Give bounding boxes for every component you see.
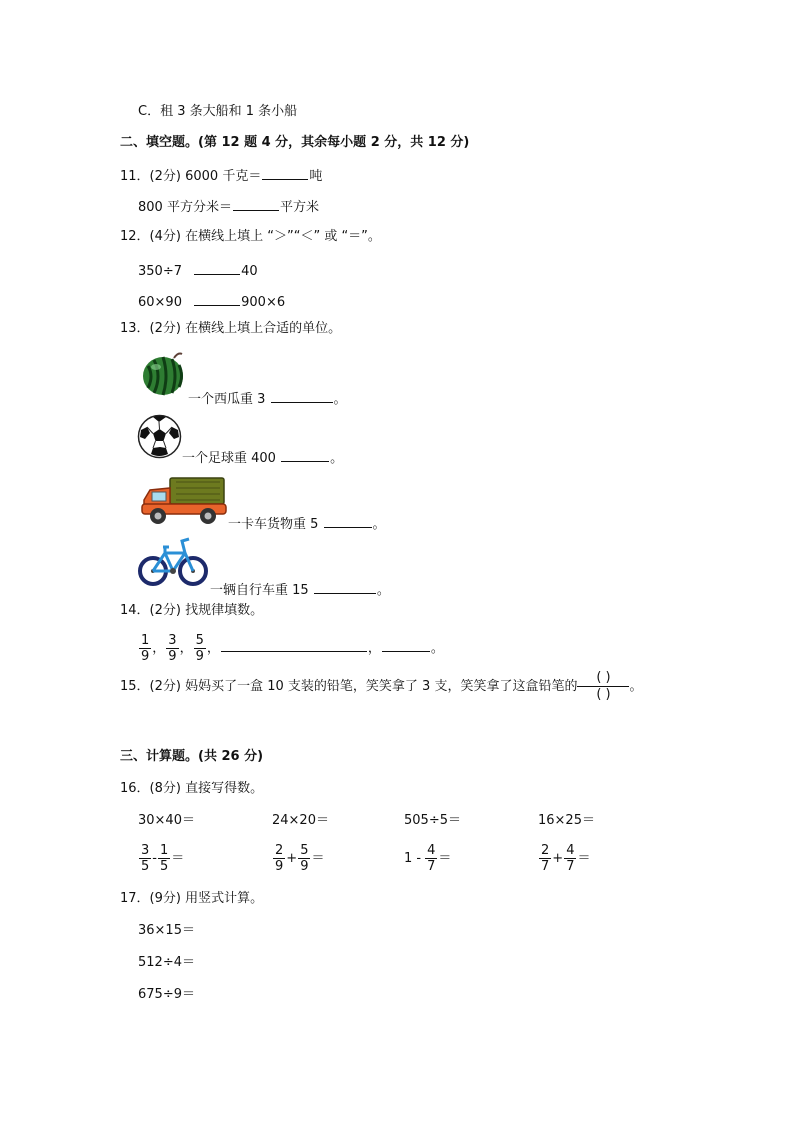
question-13 (120, 320, 341, 338)
answer-blank[interactable] (262, 166, 308, 180)
q17-item: 512÷4＝ (138, 955, 195, 970)
q16-frac-item (538, 842, 590, 876)
q16-frac-item (272, 842, 324, 876)
question-14 (120, 602, 263, 620)
question-16-head: 16．(8分) (120, 781, 181, 796)
q17-item: 36×15＝ (138, 923, 195, 938)
question-16 (120, 780, 263, 798)
fraction: $\frac{5}{9}$ (195, 633, 204, 664)
watermelon-icon (140, 350, 188, 398)
q16-frac-item (404, 842, 451, 876)
operator: + (552, 851, 564, 866)
q13-item-end: 。 (376, 583, 390, 598)
q11-line2-post: 平方米 (279, 200, 319, 215)
equals: ＝ (577, 851, 591, 866)
question-13-text: 在横线上填上合适的单位。 (185, 321, 342, 336)
option-c: C．租 3 条大船和 1 条小船 (138, 104, 298, 119)
question-15 (120, 670, 642, 704)
q12-b-right: 900×6 (241, 295, 286, 310)
q13-item-truck (228, 514, 386, 534)
q14-sequence (138, 632, 444, 666)
truck-icon (140, 474, 228, 526)
question-15-head: 15．(2分) (120, 679, 181, 694)
q13-item-end: 。 (333, 392, 347, 407)
question-11-head: 11．(2分) (120, 169, 181, 184)
answer-blank[interactable] (281, 448, 329, 462)
q13-item-text: 一个西瓜重 3 (188, 392, 266, 407)
fraction: $\frac{1}{9}$ (141, 633, 150, 664)
question-16-text: 直接写得数。 (185, 781, 264, 796)
fraction: $\frac{2}{7}$ (541, 843, 550, 874)
separator: ， (206, 641, 220, 656)
equals: ＝ (438, 851, 452, 866)
answer-blank[interactable] (221, 638, 367, 652)
question-14-head: 14．(2分) (120, 603, 181, 618)
question-17 (120, 890, 263, 908)
q16-item: 24×20＝ (272, 813, 329, 828)
operator: + (286, 851, 298, 866)
question-14-text: 找规律填数。 (185, 603, 264, 618)
end-mark: 。 (430, 641, 444, 656)
soccer-ball-icon (137, 414, 182, 459)
fraction: $\frac{3}{5}$ (141, 843, 150, 874)
equals: ＝ (171, 851, 185, 866)
q13-item-text: 一辆自行车重 15 (210, 583, 309, 598)
fraction: $\frac{5}{9}$ (300, 843, 309, 874)
q16-item: 30×40＝ (138, 813, 195, 828)
q16-frac-item (138, 842, 184, 876)
q16-item: 505÷5＝ (404, 813, 461, 828)
separator: ， (179, 641, 193, 656)
q13-item-text: 一个足球重 400 (182, 451, 276, 466)
question-17-head: 17．(9分) (120, 891, 181, 906)
q12-a-right: 40 (241, 264, 258, 279)
fraction: $\frac{4}{7}$ (566, 843, 575, 874)
q11-line1-post: 吨 (309, 169, 323, 184)
end-mark: 。 (629, 679, 643, 694)
section-3-title: 三、计算题。(共 26 分) (120, 749, 264, 764)
answer-blank[interactable] (194, 292, 240, 306)
q13-item-end: 。 (330, 451, 344, 466)
operator: - (152, 851, 157, 866)
q16-item: 16×25＝ (538, 813, 595, 828)
question-12 (120, 228, 381, 246)
answer-blank[interactable] (194, 261, 240, 275)
whole-number: 1 - (404, 851, 422, 866)
bicycle-icon (137, 533, 209, 589)
answer-blank[interactable] (382, 638, 430, 652)
question-11 (120, 166, 322, 186)
fraction: $\frac{3}{9}$ (168, 633, 177, 664)
fraction: $\frac{4}{7}$ (427, 843, 436, 874)
q13-item-text: 一卡车货物重 5 (228, 517, 319, 532)
separator: ， (367, 641, 381, 656)
q12-item-a (138, 261, 258, 281)
question-13-head: 13．(2分) (120, 321, 181, 336)
fraction: $\frac{1}{5}$ (159, 843, 169, 874)
answer-blank[interactable] (271, 389, 333, 403)
question-11-line2 (138, 197, 319, 217)
question-17-text: 用竖式计算。 (185, 891, 264, 906)
question-12-text: 在横线上填上 “＞”“＜” 或 “＝”。 (185, 229, 381, 244)
section-2-title: 二、填空题。(第 12 题 4 分，其余每小题 2 分，共 12 分) (120, 135, 470, 150)
q11-line2-pre: 800 平方分米＝ (138, 200, 232, 215)
answer-blank[interactable] (233, 197, 279, 211)
question-12-head: 12．(4分) (120, 229, 181, 244)
question-15-text: 妈妈买了一盒 10 支装的铅笔，笑笑拿了 3 支，笑笑拿了这盒铅笔的 (185, 679, 578, 694)
answer-fraction-blank[interactable]: $\frac{( )}{( )}$ (577, 670, 629, 703)
q13-item-soccer (182, 448, 343, 468)
q12-b-left: 60×90 (138, 295, 182, 310)
answer-blank[interactable] (314, 580, 376, 594)
equals: ＝ (311, 851, 325, 866)
answer-blank[interactable] (324, 514, 372, 528)
q13-item-end: 。 (372, 517, 386, 532)
q17-item: 675÷9＝ (138, 987, 195, 1002)
q12-item-b (138, 292, 285, 312)
q11-line1-pre: 6000 千克＝ (185, 169, 262, 184)
q12-a-left: 350÷7 (138, 264, 182, 279)
fraction: $\frac{2}{9}$ (275, 843, 284, 874)
separator: ， (152, 641, 166, 656)
q13-item-bicycle (210, 580, 390, 600)
q13-item-watermelon (188, 389, 347, 409)
